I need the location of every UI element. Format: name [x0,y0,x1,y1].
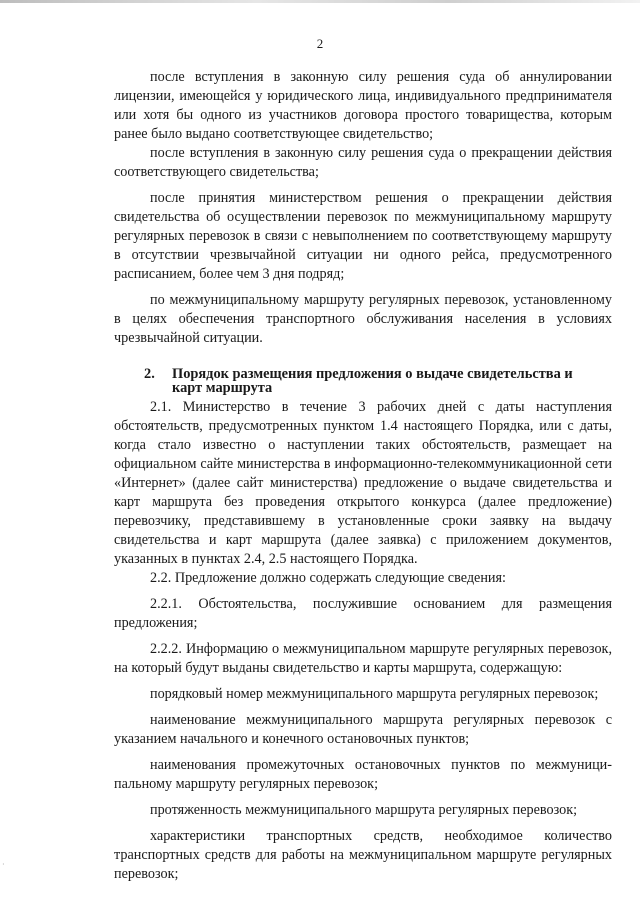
paragraph: 2.2. Предложение должно содержать следующие сведения: [150,570,506,586]
section-heading [114,367,612,395]
paragraph: 2.1. Министерство в течение 3 рабочих дней с даты наступления обстоятельств, предусмотренных пунктом 1.4 настоящего Порядка, или с даты, когда стало известно о наступлении таких обстоятельств, размещает на официальном сайте министерства в информационно-телекоммуникационной сети «Интернет» (далее сайт министерства) предложение о выдаче свидетельства и карт маршрута без проведения открытого конкурса (далее предложение) перевозчику, представившему в установленные сроки заявку на выдачу свидетельства и карт маршрута (далее заявка) с приложением документов, указанных в пунктах 2.4, 2.5 настоящего Порядка. [114,399,612,567]
paragraph: после вступления в законную силу решения суда об аннулировании лицензии, имеющейся у юридического лица, индивидуального предпринимателя или хотя бы одного из участников договора простого товарищества, которым ранее было выдано соответствующее свидетельство; [114,69,612,142]
paragraph: 2.2.2. Информацию о межмуниципальном маршруте регулярных перевозок, на который будут выданы свидетельство и карты маршрута, содержащую: [114,641,612,676]
paragraph: 2.2.1. Обстоятельства, послужившие основанием для размещения предложения; [114,596,612,631]
paragraph-group-top [114,68,612,348]
page-number: 2 [316,36,324,51]
section-number: 2. [144,366,155,382]
margin-mark: · [2,860,5,869]
paragraph: после принятия министерством решения о прекращении действия свидетельства об осуществлении перевозок по межмуниципальному маршруту регулярных перевозок в связи с невыполнением по соответствующему маршруту в отсутствии чрезвычайной ситуации ни одного рейса, предусмотренного расписанием, более чем 3 дня подряд; [114,190,612,282]
paragraph: наименования промежуточных остановочных пунктов по межмуниципальному маршруту регулярных перевозок; [114,757,612,792]
paragraph: порядковый номер межмуниципального маршрута регулярных перевозок; [150,686,599,702]
paragraph: наименование межмуниципального маршрута регулярных перевозок с указанием начального и конечного остановочных пунктов; [114,712,612,747]
section-title: Порядок размещения предложения о выдаче свидетельства и карт маршрута [172,366,573,396]
paragraph: по межмуниципальному маршруту регулярных перевозок, установленному в целях обеспечения транспортного обслуживания населения в условиях чрезвычайной ситуации. [114,292,612,346]
paragraph: протяженность межмуниципального маршрута регулярных перевозок; [150,802,578,818]
paragraph: после вступления в законную силу решения суда о прекращении действия соответствующего свидетельства; [114,145,612,180]
scan-top-edge [0,0,640,3]
paragraph: характеристики транспортных средств, необходимое количество транспортных средств для работы на межмуниципальном маршруте регулярных перевозок; [114,828,612,882]
document-body [114,68,612,884]
paragraph-group-bottom [114,398,612,884]
